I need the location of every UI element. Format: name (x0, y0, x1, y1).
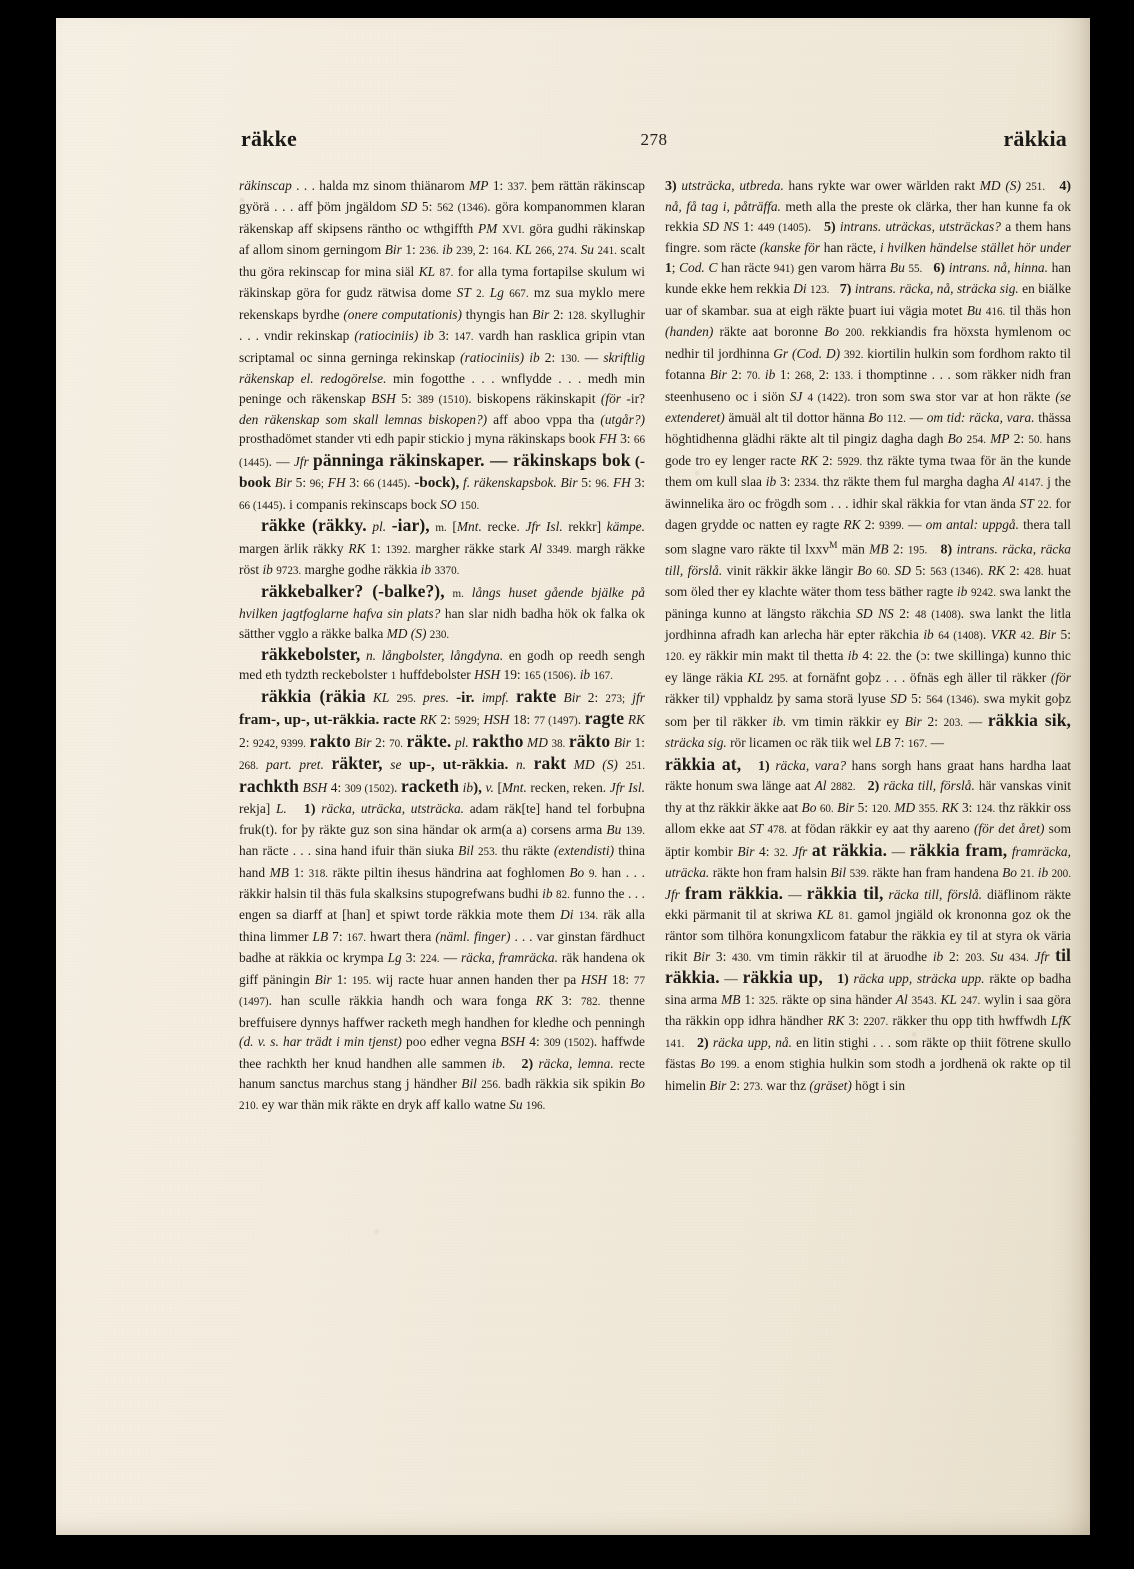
dictionary-paragraph: 3) utsträcka, utbreda. hans rykte war ower wärlden rakt MD (S) 251. 4) nå, få tag i, påträffa. meth alla the preste ok clärka, ther han kunne fa ok rekkia SD NS 1: 449 (1405). 5) intrans. uträckas, utsträckas? a them hans fingre. som räcte (kanske för han räcte, i hvilken händelse stället hör under 1; Cod. C han räcte 941) gen varom härra Bu 55. 6) intrans. nå, hinna. han kunde ekke hem rekkia Di 123. 7) intrans. räcka, nå, sträcka sig. en biälke uar of skambar. sua at eigh räkte þuart iui vägia motet Bu 416. til thäs hon (handen) räkte aat boronne Bo 200. rekkiandis fra höxsta hymlenom oc nedhir til jordhinna Gr (Cod. D) 392. kiortilin hulkin som fordhom rakto til fotanna Bir 2: 70. ib 1: 268, 2: 133. i thomptinne . . . som räkker nidh fran steenhuseno oc i siön SJ 4 (1422). tron som swa stor var at hon räkte (se extenderet) ämuäl alt til dottor hänna Bo 112. — om tid: räcka, vara. thässa höghtidhenna glädhi räkte alt til pingiz dagha dagh Bo 254. MP 2: 50. hans gode tro ey lenger racte RK 2: 5929. thz räkte tyma twaa för än the kunde them om kull slaa ib 3: 2334. thz räkte them ful margha dagha Al 4147. j the äwinnelika äro oc frögdh som . . . idhir skal räkkia for vtan ända ST 22. for dagen grydde oc natten ey ragte RK 2: 9399. — om antal: uppgå. thera tall som slagne varo räkte til lxxv$^M$ män MB 2: 195. 8) intrans. räcka, räcka till, förslå. vinit räkkir äkke längir Bo 60. SD 5: 563 (1346). RK 2: 428. huat som öled ther ey klachte wäter thom tess bäther ragte ib 9242. swa lankt the päninga kunno at längsto räkchia SD NS 2: 48 (1408). swa lankt the litla jordhinna afradh kan arlecha här epter räkchia ib 64 (1408). VKR 42. Bir 5: 120. ey räkkir min makt til thetta ib 4: 22. the (ɔ: twe skillinga) kunno thic ey länge räkia KL 295. at fornäfnt goþz . . . öfnäs egh äller til räkker (för räkker til) vpphaldz þy sama storä lyuse SD 5: 564 (1346). swa mykit goþz som þer til räkker ib. vm timin räkkir ey Bir 2: 203. — räkkia sik, sträcka sig. rör licamen oc räk tiik wel LB 7: 167. — (665, 178, 1072, 751)
column-right (665, 176, 1071, 1356)
column-left (239, 176, 645, 1356)
dictionary-paragraph: räkkebalker? (-balke?), m. långs huset gående bjälke på hvilken jagtfoglarne hafva sin plats? han slar nidh badha hök ok falka ok sätther vgglo a räkke balka MD (S) 230. (239, 580, 645, 641)
running-head-right-word: räkkia (1003, 126, 1067, 151)
page-number: 278 (640, 130, 668, 149)
dictionary-paragraph: räkkebolster, n. långbolster, långdyna. en godh op reedh sengh med eth tydzth reckebolster 1 huffdebolster HSH 19: 165 (1506). ib 167. (239, 643, 645, 683)
dictionary-paragraph: räkinscap . . . halda mz sinom thiänarom MP 1: 337. þem rättän räkinscap györä . . . aff þöm jngäldom SD 5: 562 (1346). göra kompanommen klaran räkenskap aff skipsens räntho oc wthgiffth PM XVI. göra gudhi räkinskap af allom sinom gerningom Bir 1: 236. ib 239, 2: 164. KL 266, 274. Su 241. scalt thu göra rekinscap for mina siäl KL 87. for alla tyma fortapilse skulum wi räkinskap göra for gudz rätwisa dome ST 2. Lg 667. mz sua myklo mere rekenskaps byrdhe (onere computationis) thyngis han Bir 2: 128. skyllughir . . . vndir rekinskap (ratiociniis) ib 3: 147. vardh han rasklica gripin vtan scriptamal oc sinna gerninga rekinskap (ratiociniis) ib 2: 130. — skriftlig räkenskap el. redogörelse. min fogotthe . . . wnflydde . . . medh min peninge och räkenskap BSH 5: 389 (1510). biskopens räkinskapit (för -ir? den räkenskap som skall lemnas biskopen?) aff aboo vppa tha (utgår?) prosthadömet stander vti edh papir stickio j myna räkinskaps book FH 3: 66 (1445). — Jfr pänninga räkinskaper. — räkinskaps bok (-book Bir 5: 96; FH 3: 66 (1445). -bock), f. räkenskapsbok. Bir 5: 96. FH 3: 66 (1445). i companis rekinscaps bock SO 150. (239, 178, 646, 512)
running-head (241, 126, 1067, 166)
text-columns (239, 176, 1071, 1356)
dictionary-paragraph: räkkia at, 1) räcka, vara? hans sorgh hans graat hans hardha laat räkte honum swa länge aat Al 2882. 2) räcka till, förslå. här vanskas vinit thy at thz räkkir äkke aat Bo 60. Bir 5: 120. MD 355. RK 3: 124. thz räkkir oss allom ekke aat ST 478. at födan räkkir ey aat thy aareno (för det året) som äptir kombir Bir 4: 32. Jfr at räkkia. — räkkia fram, framräcka, uträcka. räkte hon fram halsin Bil 539. räkte han fram handena Bo 21. ib 200. Jfr fram räkkia. — räkkia til, räcka till, förslå. diäflinom räkte ekki pärmanit til at skriwa KL 81. gamol jngiäld ok krononna goz ok the räntor som tilhöra konungxlicom fatabur the räkkia ey til at styra ok väria rikit Bir 3: 430. vm timin räkkir til at äruodhe ib 2: 203. Su 434. Jfr til räkkia. — räkkia up, 1) räcka upp, sträcka upp. räkte op badha sina arma MB 1: 325. räkte op sina händer Al 3543. KL 247. wylin i saa göra tha räkkin opp idhra händher RK 3: 2207. räkker thu opp tith hwffwdh LfK 141. 2) räcka upp, nå. en litin stighi . . . som räkte op thiit fötrene skullo fästas Bo 199. a enom stighia hulkin som stodh a jordhenä ok rakte op til himelin Bir 2: 273. war thz (gräset) högt i sin (665, 753, 1072, 1093)
running-head-left-word: räkke (241, 126, 297, 151)
page-sheet (56, 18, 1090, 1535)
dictionary-paragraph: räkke (räkky. pl. -iar), m. [Mnt. recke. Jfr Isl. rekkr] kämpe. margen ärlik räkky RK 1: 1392. margher räkke stark Al 3349. margh räkke röst ib 9723. marghe godhe räkkia ib 3370. (239, 515, 645, 578)
dictionary-paragraph: räkkia (räkia KL 295. pres. -ir. impf. rakte Bir 2: 273; jfr fram-, up-, ut-räkkia. racte RK 2: 5929; HSH 18: 77 (1497). ragte RK 2: 9242, 9399. rakto Bir 2: 70. räkte. pl. raktho MD 38. räkto Bir 1: 268. part. pret. räkter, se up-, ut-räkkia. n. rakt MD (S) 251. rachkth BSH 4: 309 (1502). racketh ib), v. [Mnt. recken, reken. Jfr Isl. rekja] L. 1) räcka, uträcka, utsträcka. adam räk[te] hand tel forbuþna fruk(t). for þy räkte guz son sina händar ok arm(a a) corsens arma Bu 139. han räcte . . . sina hand ifuir thän siuka Bil 253. thu räkte (extendisti) thina hand MB 1: 318. räkte piltin ihesus händrina aat foghlomen Bo 9. han . . . räkkir halsin til thäs fula skalksins stupogrefwans budhi ib 82. funno the . . . engen sa diarff at [han] et spiwt torde räkkia mote them Di 134. räk alla thina limmer LB 7: 167. hwart thera (näml. finger) . . . var ginstan färdhuct badhe at räkkia oc krympa Lg 3: 224. — räcka, framräcka. räk handena ok giff päningin Bir 1: 195. wij racte huar annen handen ther pa HSH 18: 77 (1497). han sculle räkkia handh och wara fonga RK 3: 782. thenne breffuisere dynnys haffwer racketh megh handhen for kledhe och penningh (d. v. s. har trädt i min tjenst) poo edher vegna BSH 4: 309 (1502). haffwde thee rachkth her knud handhen alle sammen ib. 2) räcka, lemna. recte hanum sanctus marchus stang j händher Bil 256. badh räkkia sik spikin Bo 210. ey war thän mik räkte en dryk aff kallo watne Su 196. (239, 685, 646, 1113)
